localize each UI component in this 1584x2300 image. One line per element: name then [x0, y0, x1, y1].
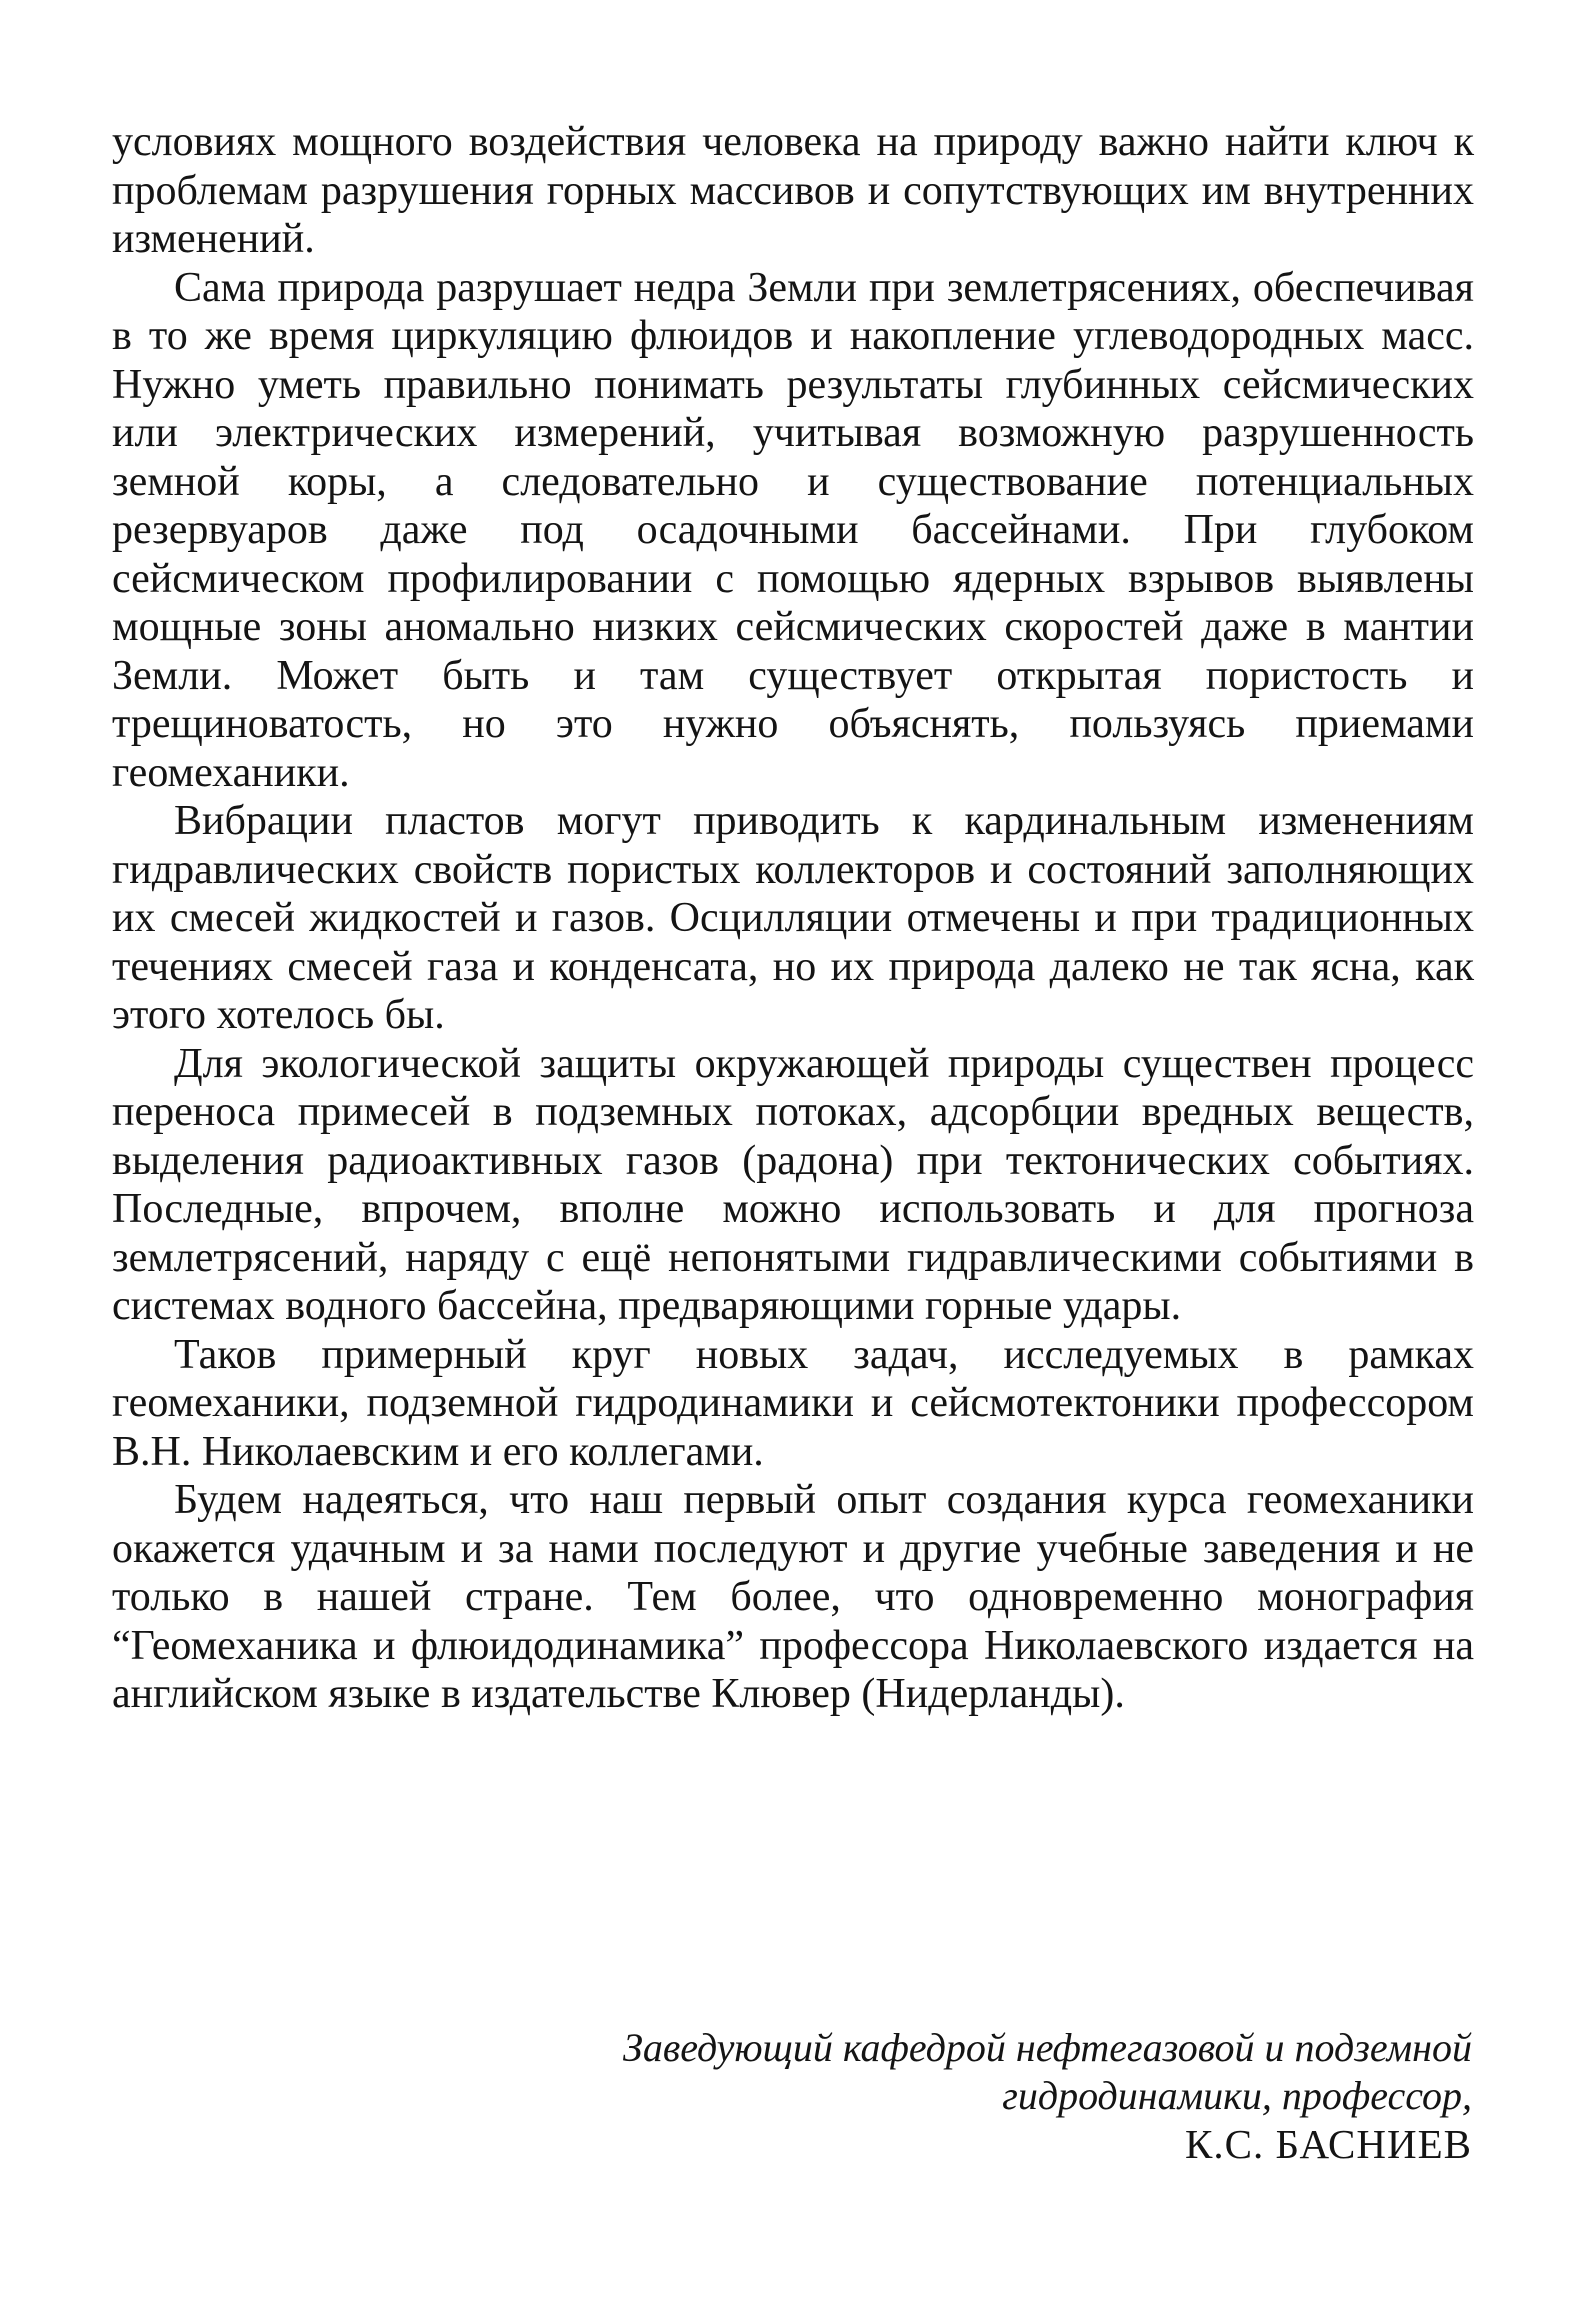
signature-name: К.С. БАСНИЕВ	[1185, 2121, 1472, 2167]
paragraph-ecology: Для экологической защиты окружающей природы существен процесс переноса примесей в подземных потоках, адсорбции вредных веществ, выделения радиоактивных газов (радона) при тектонических событиях. Последные, впрочем, вполне можно использовать и для прогноза землетрясений, наряду с ещё непонятыми гидравлическими событиями в системах водного бассейна, предваряющими горные удары.	[112, 1040, 1474, 1329]
signature-title-line-2: гидродинамики, профессор,	[1002, 2073, 1472, 2118]
signature-title-line-1: Заведующий кафедрой нефтегазовой и подземной	[623, 2025, 1472, 2070]
paragraph-continuation: условиях мощного воздействия человека на природу важно найти ключ к проблемам разрушения горных массивов и сопутствующих им внутренних изменений.	[112, 119, 1474, 262]
paragraph-tasks: Таков примерный круг новых задач, исследуемых в рамках геомеханики, подземной гидродинамики и сейсмотектоники профессором В.Н. Николаевским и его коллегами.	[112, 1331, 1474, 1475]
paragraph-hope: Будем надеяться, что наш первый опыт создания курса геомеханики окажется удачным и за нами последуют и другие учебные заведения и не только в нашей стране. Тем более, что одновременно монография “Геомеханика и флюидодинамика” профессора Николаевского издается на английском языке в издательстве Клювер (Нидерланды).	[112, 1477, 1474, 1717]
signature-block	[372, 2024, 1472, 2168]
body-text	[112, 118, 1474, 1719]
paragraph-earth-destruction: Сама природа разрушает недра Земли при землетрясениях, обеспечивая в то же время циркуляцию флюидов и накопление углеводородных масс. Нужно уметь правильно понимать результаты глубинных сейсмических или электрических измерений, учитывая возможную разрушенность земной коры, а следовательно и существование потенциальных резервуаров даже под осадочными бассейнами. При глубоком сейсмическом профилировании с помощью ядерных взрывов выявлены мощные зоны аномально низких сейсмических скоростей даже в мантии Земли. Может быть и там существует открытая пористость и трещиноватость, но это нужно объяснять, пользуясь приемами геомеханики.	[112, 264, 1474, 796]
paragraph-vibrations: Вибрации пластов могут приводить к кардинальным изменениям гидравлических свойств пористых коллекторов и состояний заполняющих их смесей жидкостей и газов. Осцилляции отмечены и при традиционных течениях смесей газа и конденсата, но их природа далеко не так ясна, как этого хотелось бы.	[112, 798, 1474, 1038]
